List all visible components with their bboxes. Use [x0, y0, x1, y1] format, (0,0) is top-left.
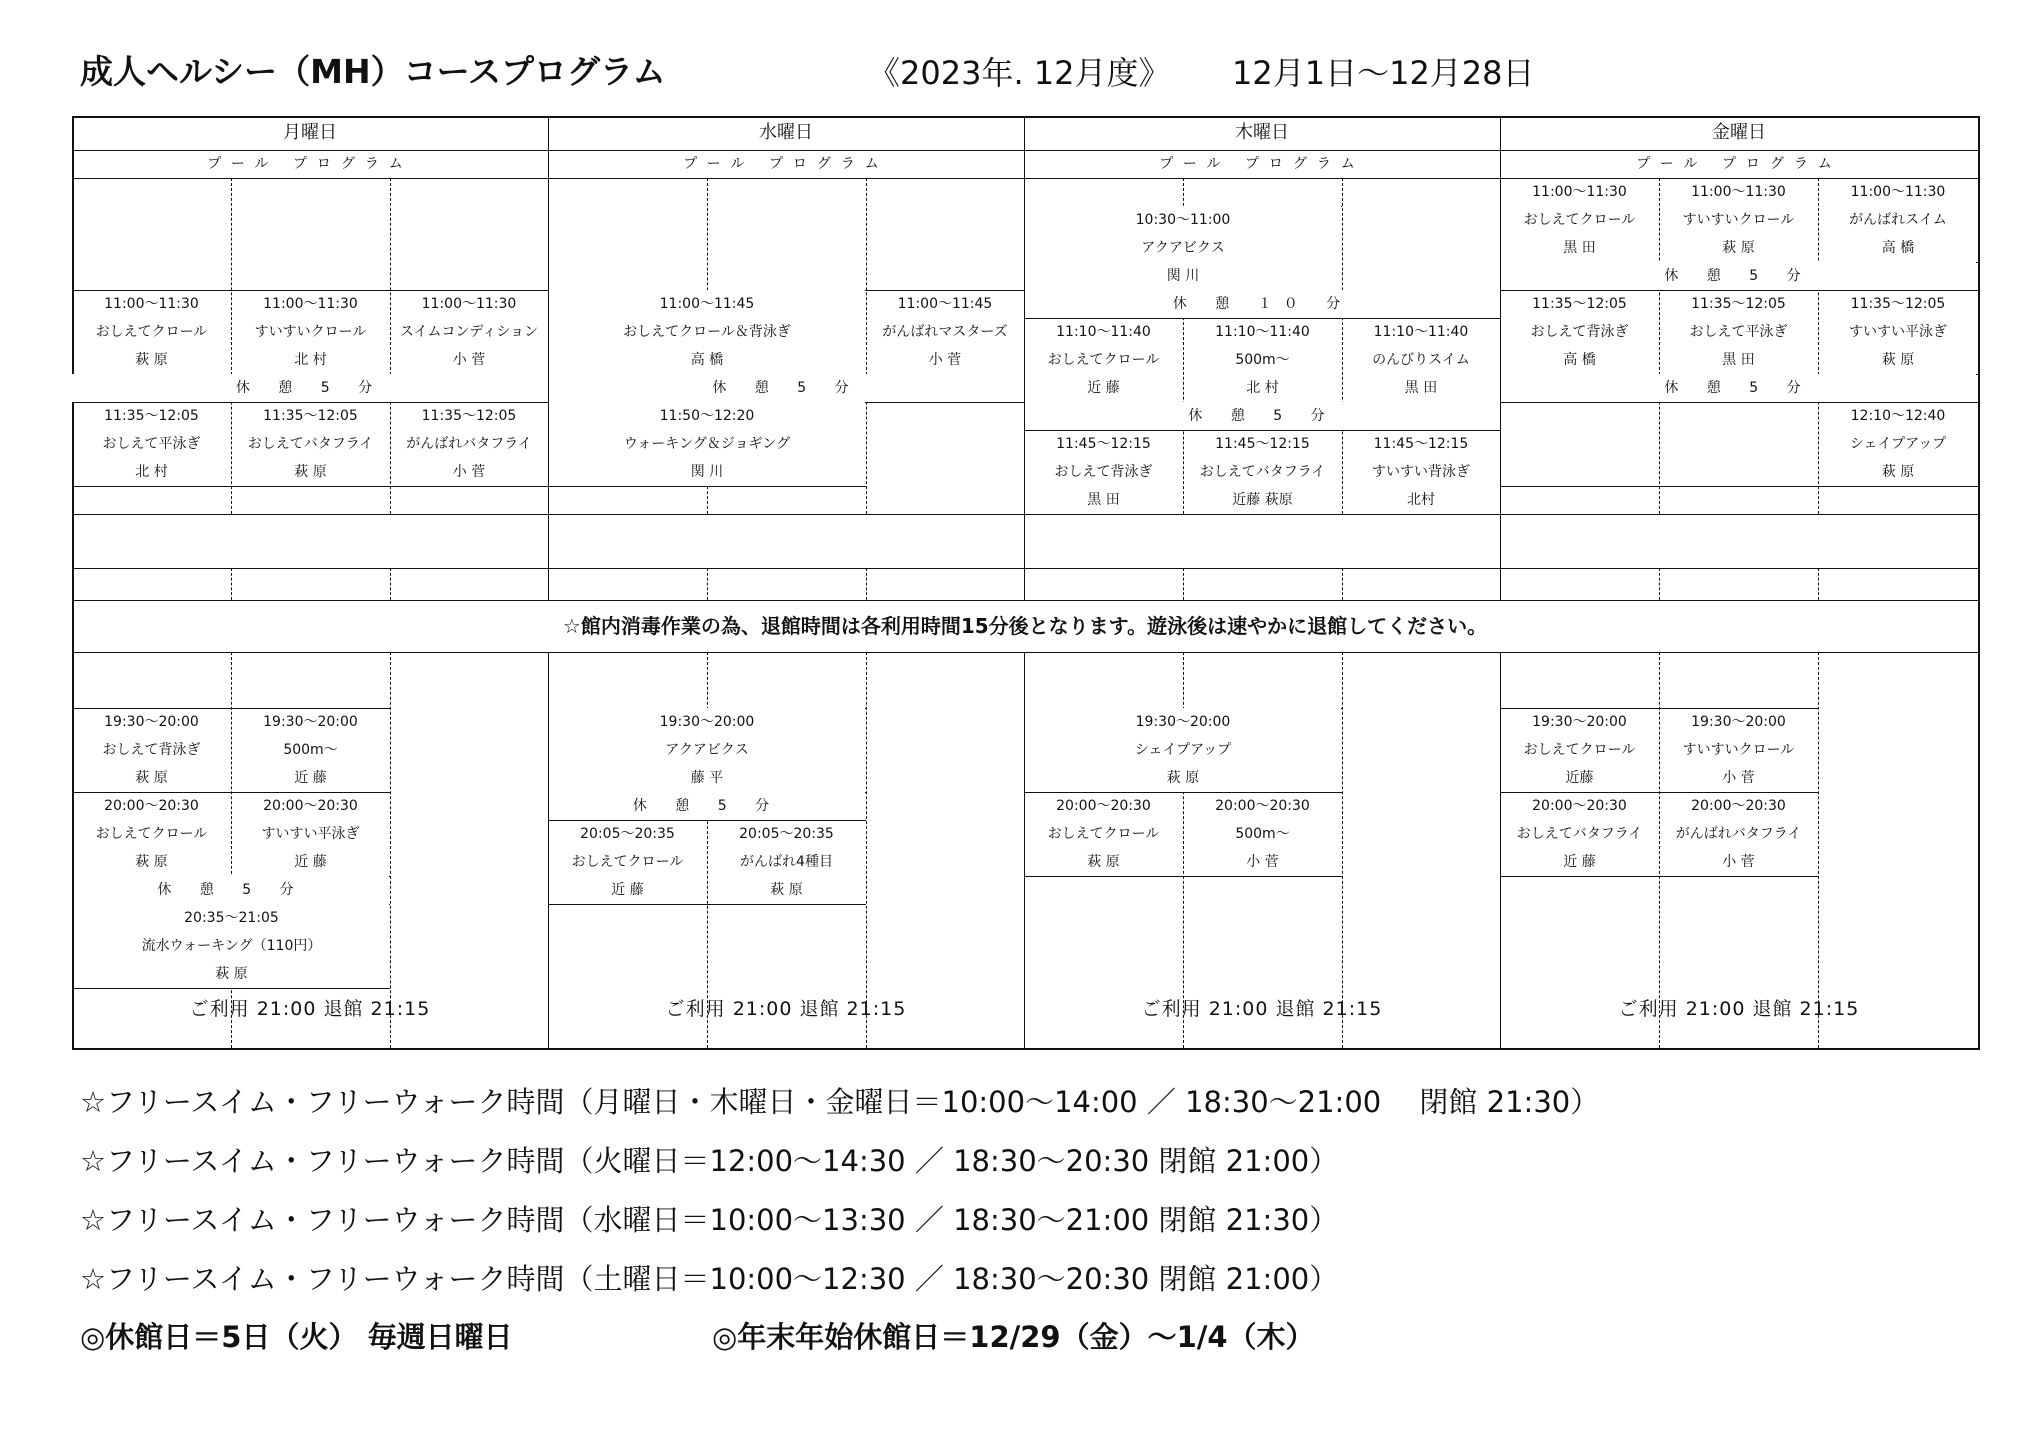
class-cell: [1818, 178, 1978, 262]
class-coach: 近 藤: [611, 882, 644, 898]
free-swim-hours-tue: ☆フリースイム・フリーウォーク時間（火曜日＝12:00～14:30 ／ 18:30～20:30 閉館 21:00）: [80, 1144, 1339, 1178]
class-name: すいすいクロール: [1682, 212, 1795, 228]
class-cell: [1818, 402, 1978, 486]
class-coach: 萩 原: [1722, 240, 1755, 256]
class-coach: 黒 田: [1404, 380, 1438, 396]
day-header-wednesday: 水曜日: [759, 122, 813, 143]
class-name: おしえて背泳ぎ: [102, 742, 201, 758]
class-time: 11:10～11:40: [1373, 324, 1469, 340]
class-coach: 萩 原: [1881, 464, 1915, 480]
class-coach: 藤 平: [690, 770, 724, 786]
class-coach: 近 藤: [294, 770, 327, 786]
class-cell: [1342, 318, 1500, 402]
class-time: 11:10～11:40: [1056, 324, 1151, 340]
class-name: がんばれバタフライ: [1675, 826, 1802, 842]
class-name: おしえてクロール: [571, 854, 684, 870]
class-coach: 萩 原: [1166, 770, 1200, 786]
free-swim-hours-wed: ☆フリースイム・フリーウォーク時間（水曜日＝10:00～13:30 ／ 18:30～21:00 閉館 21:30）: [80, 1203, 1339, 1237]
class-time: 11:00～11:30: [104, 296, 199, 312]
page-title: 成人ヘルシー（MH）コースプログラム: [80, 52, 666, 91]
class-name: シェイプアップ: [1849, 436, 1947, 452]
pool-program-label: プール プログラム: [207, 156, 413, 172]
class-coach: 北 村: [1246, 380, 1279, 396]
rest-break: 休 憩 5 分: [549, 374, 1024, 402]
class-time: 11:35～12:05: [1691, 296, 1786, 312]
class-coach: 高 橋: [1881, 240, 1915, 256]
rest-break: 休 憩 5 分: [1025, 402, 1500, 430]
class-coach: 黒 田: [1563, 240, 1596, 256]
class-cell: [390, 290, 548, 374]
rest-break: 休 憩 １０ 分: [1025, 290, 1500, 318]
class-time: 11:00～11:45: [659, 296, 755, 312]
class-name: がんばれマスターズ: [882, 324, 1008, 340]
class-name: おしえて背泳ぎ: [1530, 324, 1629, 340]
class-time: 20:05～20:35: [580, 826, 675, 842]
class-time: 19:30～20:00: [1691, 714, 1786, 730]
class-cell: [231, 290, 390, 374]
class-name: 流水ウォーキング（110円）: [141, 938, 322, 954]
class-name: スイムコンディション: [399, 324, 539, 340]
class-time: 11:35～12:05: [1532, 296, 1627, 312]
class-time: 19:30～20:00: [1135, 714, 1231, 730]
pool-program-label: プール プログラム: [1636, 156, 1842, 172]
class-time: 19:30～20:00: [104, 714, 199, 730]
rest-break: 休 憩 5 分: [1501, 262, 1976, 290]
class-cell: [74, 904, 389, 988]
pool-program-label: プール プログラム: [1159, 156, 1365, 172]
class-coach: 近藤 萩原: [1232, 492, 1293, 508]
free-swim-hours-sat: ☆フリースイム・フリーウォーク時間（土曜日＝10:00～12:30 ／ 18:30～20:30 閉館 21:00）: [80, 1262, 1339, 1296]
class-cell: [1659, 178, 1818, 262]
class-name: おしえてクロール＆背泳ぎ: [623, 324, 791, 340]
class-name: すいすいクロール: [1682, 742, 1795, 758]
rest-break: 休 憩 5 分: [549, 792, 865, 820]
class-coach: 近 藤: [1087, 380, 1120, 396]
class-cell: [1659, 290, 1818, 374]
class-name: おしえてクロール: [1047, 826, 1160, 842]
class-name: おしえてクロール: [95, 324, 208, 340]
class-cell: [72, 402, 231, 486]
class-time: 11:35～12:05: [1850, 296, 1946, 312]
class-cell: [1500, 708, 1659, 792]
class-time: 19:30～20:00: [659, 714, 755, 730]
class-cell: [72, 708, 231, 792]
class-coach: 小 菅: [1722, 770, 1755, 786]
class-name: おしえて平泳ぎ: [1689, 324, 1788, 340]
day-header-monday: 月曜日: [283, 122, 337, 143]
class-time: 11:10～11:40: [1215, 324, 1310, 340]
class-time: 11:45～12:15: [1215, 436, 1310, 452]
closing-time: ご利用 21:00 退館 21:15: [189, 998, 431, 1020]
class-name: シェイプアップ: [1134, 742, 1232, 758]
class-coach: 高 橋: [690, 352, 724, 368]
class-name: がんばれスイム: [1849, 212, 1947, 228]
class-coach: 小 菅: [1722, 854, 1755, 870]
class-cell: [548, 820, 707, 904]
schedule-table: [72, 116, 1978, 1048]
class-cell: [707, 820, 866, 904]
class-cell: [72, 290, 231, 374]
class-coach: 萩 原: [1087, 854, 1120, 870]
class-coach: 萩 原: [294, 464, 327, 480]
class-cell: [390, 402, 548, 486]
day-header-thursday: 木曜日: [1235, 122, 1289, 143]
class-name: 500m～: [1235, 826, 1290, 842]
class-coach: 萩 原: [135, 770, 168, 786]
class-cell: [1500, 290, 1659, 374]
class-name: おしえてクロール: [1523, 742, 1636, 758]
class-name: おしえてクロール: [1523, 212, 1636, 228]
class-time: 20:35～21:05: [184, 910, 279, 926]
class-name: がんばれ4種目: [740, 854, 833, 870]
class-cell: [1659, 708, 1818, 792]
class-cell: [549, 402, 865, 486]
pool-program-label: プール プログラム: [683, 156, 889, 172]
closing-time: ご利用 21:00 退館 21:15: [1618, 998, 1860, 1020]
class-name: おしえてバタフライ: [247, 436, 374, 452]
class-cell: [1500, 792, 1659, 876]
disinfection-notice: ☆館内消毒作業の為、退館時間は各利用時間15分後となります。遊泳後は速やかに退館してください。: [562, 614, 1488, 638]
class-coach: 近 藤: [294, 854, 327, 870]
class-cell: [231, 708, 390, 792]
class-coach: 北 村: [294, 352, 327, 368]
class-name: おしえてバタフライ: [1516, 826, 1643, 842]
class-cell: [1183, 792, 1342, 876]
class-cell: [1500, 178, 1659, 262]
class-cell: [1818, 290, 1978, 374]
class-name: すいすい背泳ぎ: [1372, 464, 1470, 480]
class-name: おしえてクロール: [1047, 352, 1160, 368]
class-name: おしえてクロール: [95, 826, 208, 842]
class-time: 11:35～12:05: [421, 408, 517, 424]
schedule-period: 《2023年. 12月度》: [868, 54, 1171, 92]
date-range: 12月1日～12月28日: [1232, 54, 1535, 92]
class-coach: 黒 田: [1722, 352, 1755, 368]
class-time: 20:00～20:30: [263, 798, 358, 814]
class-name: 500m～: [1235, 352, 1290, 368]
class-coach: 北 村: [135, 464, 168, 480]
class-coach: 黒 田: [1087, 492, 1120, 508]
class-time: 19:30～20:00: [263, 714, 358, 730]
class-name: ウォーキング＆ジョギング: [623, 436, 791, 452]
class-coach: 萩 原: [135, 854, 168, 870]
class-cell: [1025, 206, 1341, 290]
class-cell: [549, 290, 865, 374]
class-time: 20:00～20:30: [1056, 798, 1151, 814]
class-cell: [231, 792, 390, 876]
class-coach: 萩 原: [770, 882, 803, 898]
class-time: 11:00～11:30: [263, 296, 358, 312]
class-name: おしえて背泳ぎ: [1054, 464, 1153, 480]
class-name: がんばれバタフライ: [406, 436, 532, 452]
class-time: 12:10～12:40: [1850, 408, 1946, 424]
class-cell: [1183, 430, 1342, 514]
rest-break: 休 憩 5 分: [74, 876, 389, 904]
class-time: 19:30～20:00: [1532, 714, 1627, 730]
class-cell: [1024, 430, 1183, 514]
class-cell: [72, 792, 231, 876]
class-time: 11:00～11:30: [1850, 184, 1946, 200]
class-coach: 小 菅: [928, 352, 962, 368]
class-time: 20:00～20:30: [1691, 798, 1786, 814]
class-coach: 関 川: [1166, 268, 1200, 284]
class-time: 11:50～12:20: [659, 408, 755, 424]
class-name: すいすい平泳ぎ: [261, 826, 360, 842]
day-header-friday: 金曜日: [1712, 122, 1766, 143]
class-coach: 小 菅: [452, 464, 486, 480]
class-name: アクアビクス: [1141, 240, 1225, 256]
class-cell: [231, 402, 390, 486]
class-time: 20:00～20:30: [1532, 798, 1627, 814]
class-cell: [1024, 792, 1183, 876]
class-time: 20:05～20:35: [739, 826, 834, 842]
class-time: 11:45～12:15: [1056, 436, 1151, 452]
class-cell: [866, 290, 1024, 374]
year-end-closure: ◎年末年始休館日＝12/29（金）～1/4（木）: [712, 1320, 1315, 1354]
class-time: 20:00～20:30: [104, 798, 199, 814]
class-name: アクアビクス: [665, 742, 749, 758]
class-name: 500m～: [283, 742, 338, 758]
class-time: 11:00～11:45: [897, 296, 993, 312]
closing-time: ご利用 21:00 退館 21:15: [665, 998, 907, 1020]
class-name: のんびりスイム: [1372, 352, 1470, 368]
class-time: 20:00～20:30: [1215, 798, 1310, 814]
rest-break: 休 憩 5 分: [1501, 374, 1976, 402]
class-coach: 小 菅: [452, 352, 486, 368]
class-coach: 関 川: [690, 464, 724, 480]
class-cell: [549, 708, 865, 792]
class-time: 11:45～12:15: [1373, 436, 1469, 452]
class-time: 11:00～11:30: [1532, 184, 1627, 200]
class-name: おしえて平泳ぎ: [102, 436, 201, 452]
class-cell: [1024, 318, 1183, 402]
class-time: 10:30～11:00: [1135, 212, 1231, 228]
class-cell: [1183, 318, 1342, 402]
class-cell: [1025, 708, 1341, 792]
class-coach: 近藤: [1565, 770, 1594, 786]
class-time: 11:00～11:30: [421, 296, 517, 312]
class-coach: 北村: [1407, 492, 1435, 508]
closed-days: ◎休館日＝5日（火） 毎週日曜日: [80, 1320, 513, 1354]
class-name: おしえてバタフライ: [1199, 464, 1326, 480]
class-coach: 萩 原: [135, 352, 168, 368]
class-coach: 小 菅: [1246, 854, 1279, 870]
class-time: 11:35～12:05: [104, 408, 199, 424]
class-name: すいすい平泳ぎ: [1849, 324, 1947, 340]
class-cell: [1659, 792, 1818, 876]
class-time: 11:35～12:05: [263, 408, 358, 424]
class-name: すいすいクロール: [254, 324, 367, 340]
class-time: 11:00～11:30: [1691, 184, 1786, 200]
free-swim-hours-mon-thu-fri: ☆フリースイム・フリーウォーク時間（月曜日・木曜日・金曜日＝10:00～14:00 ／ 18:30～21:00 閉館 21:30）: [80, 1085, 1600, 1119]
closing-time: ご利用 21:00 退館 21:15: [1141, 998, 1383, 1020]
class-coach: 近 藤: [1563, 854, 1596, 870]
class-cell: [1342, 430, 1500, 514]
class-coach: 萩 原: [215, 966, 248, 982]
class-coach: 萩 原: [1881, 352, 1915, 368]
class-coach: 高 橋: [1563, 352, 1596, 368]
rest-break: 休 憩 5 分: [72, 374, 548, 402]
